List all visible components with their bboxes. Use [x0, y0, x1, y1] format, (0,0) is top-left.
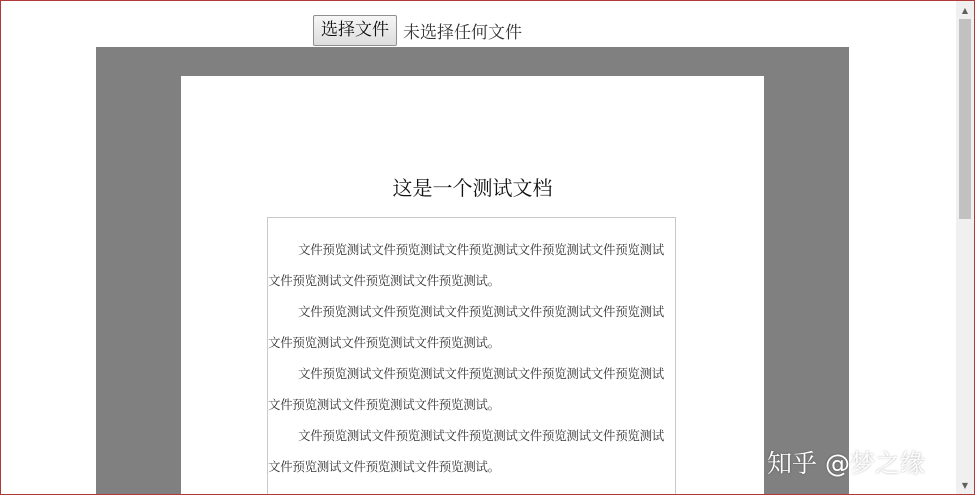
scroll-down-arrow-icon[interactable]: ▼	[961, 480, 969, 490]
scroll-up-arrow-icon[interactable]: ▲	[961, 5, 969, 15]
choose-file-button[interactable]: 选择文件	[313, 15, 397, 46]
document-paragraph: 文件预览测试文件预览测试文件预览测试文件预览测试文件预览测试文件预览测试文件预览测试文件预览测试。	[268, 242, 665, 288]
document-paragraph: 文件预览测试文件预览测试文件预览测试文件预览测试文件预览测试文件预览测试文件预览测试文件预览测试。	[268, 366, 665, 412]
document-preview-viewer[interactable]	[96, 47, 849, 495]
document-page	[181, 76, 764, 495]
vertical-scrollbar[interactable]	[956, 1, 974, 494]
document-paragraph: 文件预览测试文件预览测试文件预览测试文件预览测试文件预览测试文件预览测试文件预览测试文件预览测试。	[268, 428, 665, 474]
document-text-box	[267, 217, 676, 495]
file-input-row	[313, 14, 522, 46]
document-title: 这是一个测试文档	[392, 176, 553, 200]
scrollbar-thumb[interactable]	[959, 19, 971, 219]
watermark-text: 知乎 @梦之缘	[767, 449, 925, 478]
file-status-text: 未选择任何文件	[403, 22, 522, 43]
document-paragraph: 文件预览测试文件预览测试文件预览测试文件预览测试文件预览测试文件预览测试文件预览测试文件预览测试。	[268, 304, 665, 350]
